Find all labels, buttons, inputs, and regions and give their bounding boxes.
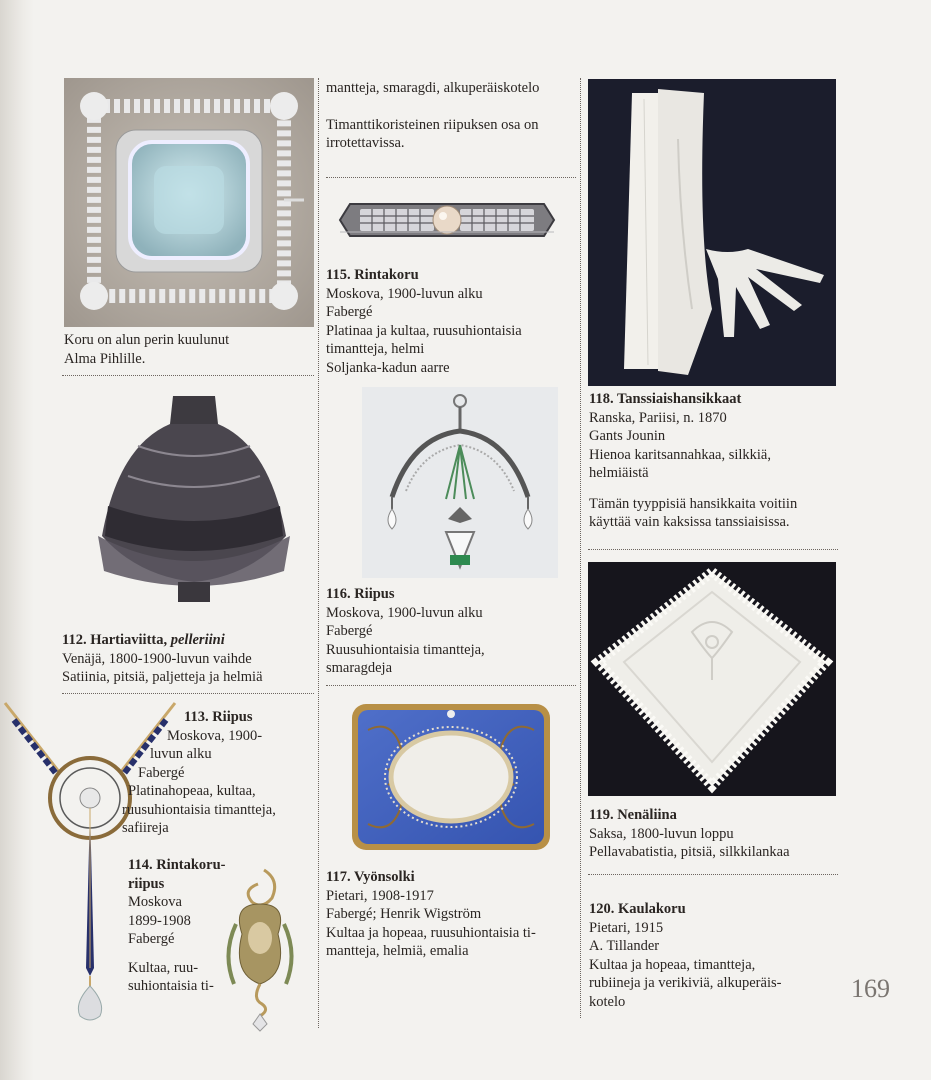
item-113-title: 113. Riipus	[184, 709, 253, 725]
caption-line: Moskova	[128, 894, 182, 910]
item-115-caption	[326, 266, 522, 377]
item-114-caption	[128, 856, 226, 996]
caption-line: smaragdeja	[326, 660, 393, 676]
caption-line: kotelo	[589, 993, 626, 1010]
caption-line: Satiinia, pitsiä, paljetteja ja helmiä	[62, 669, 263, 685]
caption-line: Hienoa karitsannahkaa, silkkiä,	[589, 446, 771, 463]
divider	[326, 685, 576, 686]
item-114-title-line: 114. Rintakoru-	[128, 857, 226, 873]
caption-line: 1899-1908	[128, 912, 191, 929]
bar-brooch-photo	[336, 190, 558, 250]
caption-line: Pellavabatistia, pitsiä, silkkilankaa	[589, 844, 790, 860]
item-118-title: 118. Tanssiaishansikkaat	[589, 391, 742, 407]
caption-line: luvun alku	[150, 746, 212, 762]
item-113-caption	[122, 708, 276, 838]
diamond-pendant-photo	[362, 387, 558, 578]
divider	[588, 549, 838, 550]
item-120-title: 120. Kaulakoru	[589, 901, 686, 917]
caption-line: rubiineja ja verikiviä, alkuperäis-	[589, 975, 782, 991]
aquamarine-brooch-photo	[64, 78, 314, 327]
lace-cape-photo	[78, 386, 310, 618]
caption-line: safiireja	[122, 820, 169, 836]
caption-line: Platinaa ja kultaa, ruusuhiontaisia	[326, 322, 522, 339]
divider	[326, 177, 576, 178]
caption-line: Kultaa ja hopeaa, ruusuhiontaisia ti-	[326, 924, 536, 941]
divider	[588, 874, 838, 875]
caption-line: Fabergé	[326, 623, 373, 639]
caption-line: Platinahopeaa, kultaa,	[128, 783, 256, 799]
item-112-title-italic: pelleriini	[170, 632, 225, 648]
caption-alma-pihl	[64, 331, 229, 368]
caption-line: Kultaa ja hopeaa, timantteja,	[589, 956, 756, 973]
caption-line: Fabergé	[128, 931, 175, 947]
caption-line	[128, 949, 226, 959]
item-112-caption	[62, 631, 263, 687]
art-nouveau-pendant-photo	[222, 864, 298, 1032]
caption-line: Fabergé	[326, 304, 373, 320]
handkerchief-photo	[588, 562, 836, 796]
caption-line: mantteja, smaragdi, alkuperäiskotelo	[326, 80, 540, 96]
item-114-title-line: riipus	[128, 875, 165, 892]
item-119-title: 119. Nenäliina	[589, 807, 677, 823]
caption-line: Ruusuhiontaisia timantteja,	[326, 641, 485, 658]
caption-line: Koru on alun perin kuulunut	[64, 332, 230, 348]
caption-line: timantteja, helmi	[326, 341, 425, 357]
divider	[62, 375, 314, 376]
caption-line: Fabergé	[138, 764, 185, 781]
caption-line: Moskova, 1900-luvun alku	[326, 285, 483, 302]
caption-line	[589, 483, 797, 495]
caption-line: suhiontaisia ti-	[128, 978, 214, 994]
caption-line: Soljanka-kadun aarre	[326, 359, 450, 376]
item-119-caption	[589, 806, 790, 862]
item-112-title	[62, 631, 263, 650]
caption-line: Kultaa, ruu-	[128, 959, 199, 976]
caption-line: A. Tillander	[589, 938, 660, 954]
enamel-buckle-photo	[348, 700, 554, 854]
item-117-caption	[326, 868, 536, 961]
caption-line: Pietari, 1908-1917	[326, 887, 434, 904]
caption-line: Saksa, 1800-luvun loppu	[589, 825, 734, 842]
caption-line: Moskova, 1900-luvun alku	[326, 604, 483, 621]
caption-line: irrotettavissa.	[326, 135, 405, 151]
caption-line: Alma Pihlille.	[64, 350, 146, 367]
caption-line	[326, 98, 539, 116]
caption-line: Gants Jounin	[589, 428, 666, 444]
item-116-caption	[326, 585, 485, 678]
ball-gloves-photo	[588, 79, 836, 386]
column-divider	[580, 78, 581, 1018]
caption-line: Timanttikoristeinen riipuksen osa on	[326, 116, 539, 133]
item-116-title: 116. Riipus	[326, 586, 395, 602]
caption-line: Pietari, 1915	[589, 919, 664, 936]
caption-line: Fabergé; Henrik Wigström	[326, 906, 482, 922]
page-number: 169	[851, 974, 890, 1003]
item-114-continuation	[326, 79, 539, 153]
caption-line: ruusuhiontaisia timantteja,	[122, 801, 276, 818]
column-divider	[318, 78, 319, 1028]
item-118-caption	[589, 390, 797, 532]
caption-line: mantteja, helmiä, emalia	[326, 943, 469, 959]
caption-line: Venäjä, 1800-1900-luvun vaihde	[62, 650, 252, 667]
caption-line: helmiäistä	[589, 465, 649, 481]
item-115-title: 115. Rintakoru	[326, 267, 419, 283]
caption-line: Tämän tyyppisiä hansikkaita voitiin	[589, 495, 798, 512]
item-112-title-main: 112. Hartiaviitta,	[62, 632, 171, 648]
divider	[62, 693, 314, 694]
caption-line: käyttää vain kaksissa tanssiaisissa.	[589, 514, 790, 530]
caption-line: Moskova, 1900-	[167, 727, 263, 744]
caption-line: Ranska, Pariisi, n. 1870	[589, 409, 727, 426]
item-120-caption	[589, 900, 781, 1011]
item-117-title: 117. Vyönsolki	[326, 869, 415, 885]
